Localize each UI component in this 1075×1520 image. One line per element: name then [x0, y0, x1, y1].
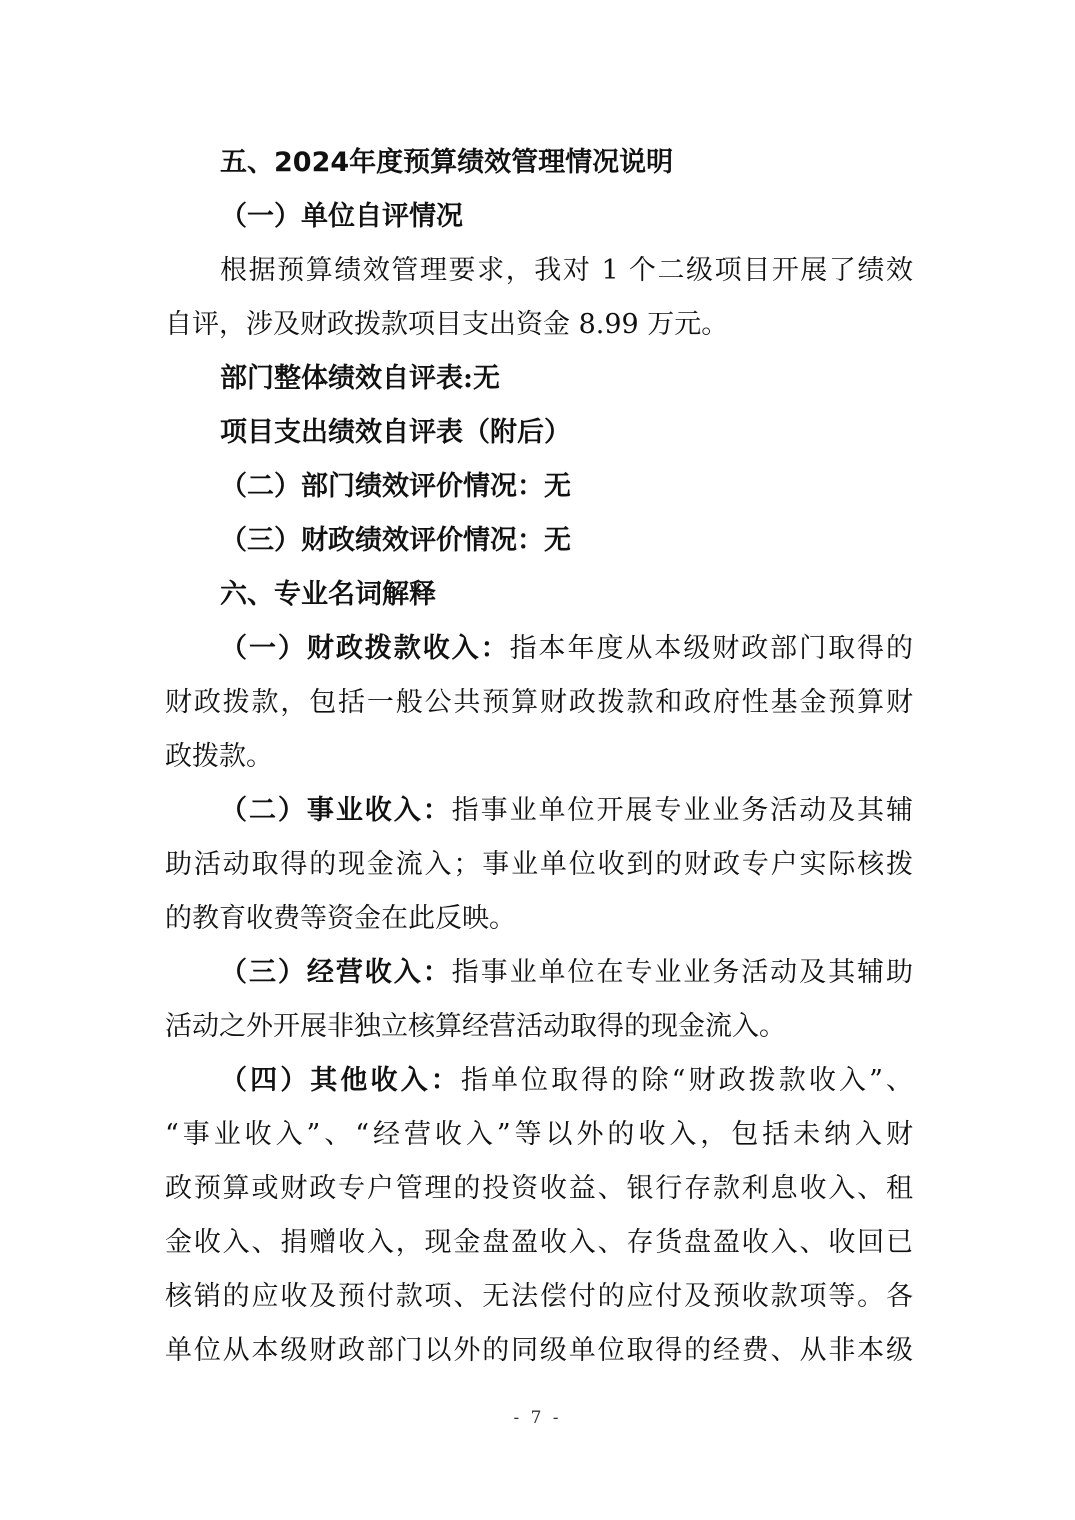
section-heading-6: 六、专业名词解释 — [220, 579, 436, 610]
subheading-dept-evaluation: （二）部门绩效评价情况：无 — [220, 471, 571, 502]
term-definition: 指单位取得的除“财政拨款收入”、 — [460, 1065, 913, 1096]
term-paragraph-line — [220, 1054, 913, 1108]
term-label: （四）其他收入： — [220, 1065, 461, 1096]
paragraph-line: 金收入、捐赠收入，现金盘盈收入、存货盘盈收入、收回已 — [165, 1227, 913, 1258]
paragraph-line: 政拨款。 — [165, 741, 273, 772]
subheading-finance-evaluation: （三）财政绩效评价情况：无 — [220, 525, 571, 556]
term-label: （一）财政拨款收入： — [220, 633, 510, 664]
section-heading-5: 五、2024年度预算绩效管理情况说明 — [220, 147, 674, 178]
page-number: - 7 - — [513, 1408, 562, 1428]
term-label: （二）事业收入： — [220, 795, 452, 826]
paragraph-line: “事业收入”、“经营收入”等以外的收入，包括未纳入财 — [165, 1119, 913, 1150]
paragraph-line: 政预算或财政专户管理的投资收益、银行存款利息收入、租 — [165, 1173, 913, 1204]
paragraph-line: 助活动取得的现金流入；事业单位收到的财政专户实际核拨 — [165, 849, 913, 880]
term-paragraph-line — [220, 622, 913, 676]
paragraph-line: 核销的应收及预付款项、无法偿付的应付及预收款项等。各 — [165, 1281, 913, 1312]
paragraph-line: 单位从本级财政部门以外的同级单位取得的经费、从非本级 — [165, 1335, 913, 1366]
term-paragraph-line — [220, 946, 913, 1000]
term-paragraph-line — [220, 784, 913, 838]
term-definition: 指本年度从本级财政部门取得的 — [509, 633, 913, 664]
term-definition: 指事业单位在专业业务活动及其辅助 — [451, 957, 913, 988]
term-label: （三）经营收入： — [220, 957, 452, 988]
term-definition: 指事业单位开展专业业务活动及其辅 — [451, 795, 913, 826]
paragraph-line: 财政拨款，包括一般公共预算财政拨款和政府性基金预算财 — [165, 687, 913, 718]
paragraph-line: 自评，涉及财政拨款项目支出资金 8.99 万元。 — [165, 309, 729, 340]
paragraph-line: 根据预算绩效管理要求，我对 1 个二级项目开展了绩效 — [220, 255, 913, 286]
paragraph-line: 活动之外开展非独立核算经营活动取得的现金流入。 — [165, 1011, 786, 1042]
paragraph-line: 的教育收费等资金在此反映。 — [165, 903, 516, 934]
project-table-note: 项目支出绩效自评表（附后） — [220, 417, 571, 448]
subheading-self-evaluation: （一）单位自评情况 — [220, 201, 463, 232]
dept-table-note: 部门整体绩效自评表:无 — [220, 363, 500, 394]
